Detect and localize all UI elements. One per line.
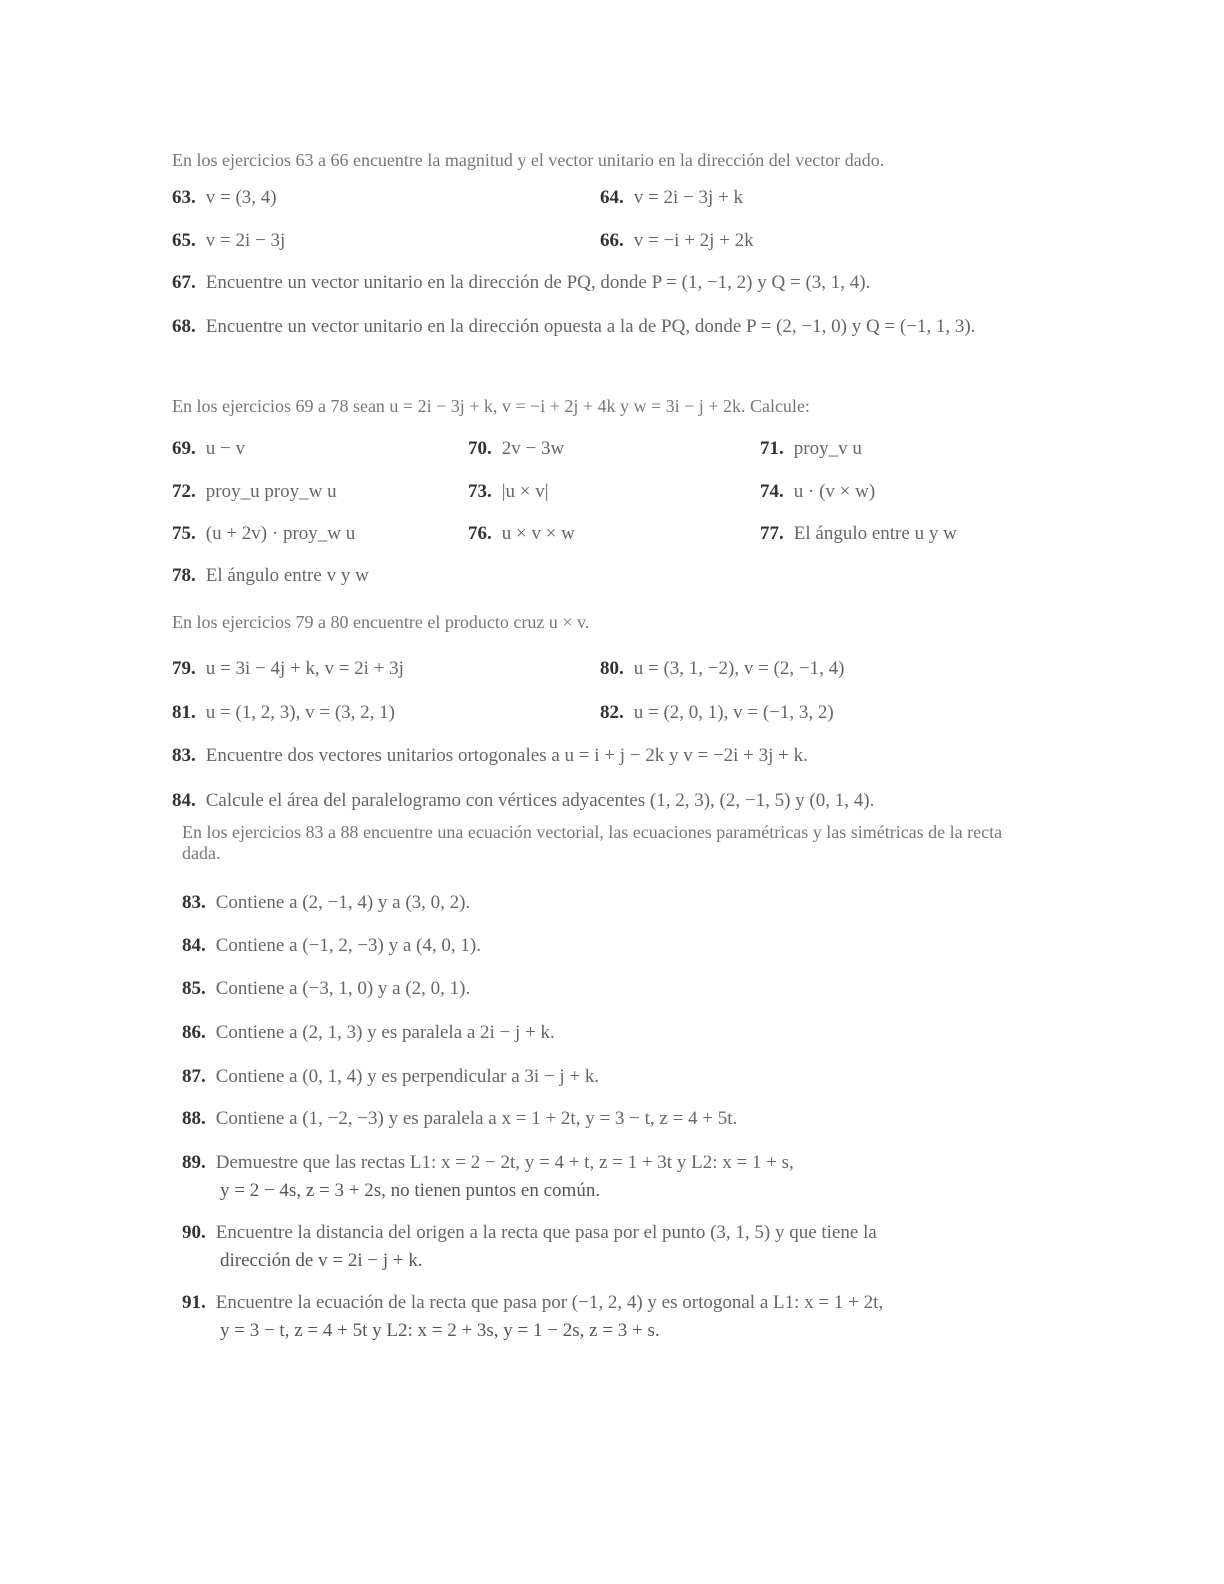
exercise-text: proy_v u [793,438,862,459]
exercise-item [600,702,834,724]
exercise-number: 74. [760,481,784,502]
exercise-number: 83. [182,892,206,913]
exercise-text: Calcule el área del paralelogramo con vértices adyacentes (1, 2, 3), (2, −1, 5) y (0, 1, 4). [205,790,875,811]
exercise-item [182,1152,794,1174]
exercise-item [182,935,481,957]
exercise-text: Contiene a (0, 1, 4) y es perpendicular a 3i − j + k. [215,1066,600,1087]
exercise-number: 77. [760,523,784,544]
exercise-item [468,481,549,503]
exercise-text: u × v × w [501,523,575,544]
exercise-number: 84. [172,790,196,811]
exercise-number: 80. [600,658,624,679]
exercise-number: 75. [172,523,196,544]
exercise-item [172,702,395,724]
exercise-number: 70. [468,438,492,459]
exercise-item [172,316,976,338]
exercise-item [182,1066,599,1088]
exercise-number: 84. [182,935,206,956]
exercise-text: Contiene a (−3, 1, 0) y a (2, 0, 1). [215,978,471,999]
exercise-item [468,438,564,460]
exercise-text: v = 2i − 3j [205,230,286,251]
exercise-text: u = (3, 1, −2), v = (2, −1, 4) [633,658,845,679]
exercise-text: El ángulo entre u y w [793,523,957,544]
exercise-item [182,1292,883,1314]
exercise-item [182,1108,737,1130]
section-c-intro: En los ejercicios 79 a 80 encuentre el producto cruz u × v. [172,612,590,632]
exercise-text-continued: y = 3 − t, z = 4 + 5t y L2: x = 2 + 3s, y = 1 − 2s, z = 3 + s. [220,1320,660,1341]
exercise-text: Demuestre que las rectas L1: x = 2 − 2t, y = 4 + t, z = 1 + 3t y L2: x = 1 + s, [215,1152,794,1173]
exercise-item [760,523,957,545]
exercise-item [172,790,874,812]
exercise-number: 68. [172,316,196,337]
exercise-number: 78. [172,565,196,586]
exercise-number: 69. [172,438,196,459]
exercise-text-continued: y = 2 − 4s, z = 3 + 2s, no tienen puntos en común. [220,1180,601,1201]
exercise-number: 76. [468,523,492,544]
exercise-text: Contiene a (1, −2, −3) y es paralela a x = 1 + 2t, y = 3 − t, z = 4 + 5t. [215,1108,738,1129]
exercise-text: Encuentre la distancia del origen a la recta que pasa por el punto (3, 1, 5) y que tiene la [215,1222,877,1243]
exercise-number: 79. [172,658,196,679]
exercise-text: (u + 2v) · proy_w u [205,523,356,544]
exercise-number: 63. [172,187,196,208]
exercise-number: 82. [600,702,624,723]
exercise-text: Encuentre un vector unitario en la dirección de PQ, donde P = (1, −1, 2) y Q = (3, 1, 4). [205,272,871,293]
exercise-number: 71. [760,438,784,459]
exercise-number: 90. [182,1222,206,1243]
exercise-item [182,1222,877,1244]
section-b-intro: En los ejercicios 69 a 78 sean u = 2i − 3j + k, v = −i + 2j + 4k y w = 3i − j + 2k. Calcule: [172,396,810,416]
exercise-text: u − v [205,438,245,459]
exercise-number: 64. [600,187,624,208]
exercise-number: 65. [172,230,196,251]
exercise-item [760,438,862,460]
exercise-item [760,481,875,503]
exercise-item [172,745,808,767]
exercise-text: Contiene a (2, 1, 3) y es paralela a 2i − j + k. [215,1022,555,1043]
exercise-item [182,978,470,1000]
exercise-number: 88. [182,1108,206,1129]
exercise-item [600,230,754,252]
exercise-text: proy_u proy_w u [205,481,337,502]
exercise-number: 85. [182,978,206,999]
exercise-text: Contiene a (2, −1, 4) y a (3, 0, 2). [215,892,471,913]
exercise-number: 86. [182,1022,206,1043]
exercise-item [172,481,337,503]
exercise-item [172,565,369,587]
exercise-text: u = (1, 2, 3), v = (3, 2, 1) [205,702,395,723]
exercise-number: 72. [172,481,196,502]
exercise-item [172,187,277,209]
exercise-item [172,230,285,252]
exercise-item [600,187,743,209]
exercise-item [172,658,404,680]
exercise-number: 66. [600,230,624,251]
exercise-text: Encuentre un vector unitario en la dirección opuesta a la de PQ, donde P = (2, −1, 0) y Q = (−1, 1, 3). [205,316,976,337]
exercise-text: El ángulo entre v y w [205,565,369,586]
exercise-text: v = (3, 4) [205,187,277,208]
exercise-text: v = −i + 2j + 2k [633,230,754,251]
exercise-number: 67. [172,272,196,293]
exercise-item [172,438,245,460]
exercise-number: 73. [468,481,492,502]
exercise-item [182,1022,555,1044]
exercise-number: 83. [172,745,196,766]
exercise-text: Encuentre la ecuación de la recta que pasa por (−1, 2, 4) y es ortogonal a L1: x = 1 + 2t, [215,1292,884,1313]
exercise-number: 87. [182,1066,206,1087]
exercise-text: |u × v| [501,481,549,502]
exercise-item [172,272,870,294]
exercise-item [182,892,470,914]
exercise-text: 2v − 3w [501,438,565,459]
exercise-text: u · (v × w) [793,481,876,502]
exercise-text-continued: dirección de v = 2i − j + k. [220,1250,423,1271]
exercise-text: u = (2, 0, 1), v = (−1, 3, 2) [633,702,834,723]
exercise-text: u = 3i − 4j + k, v = 2i + 3j [205,658,404,679]
section-a-intro: En los ejercicios 63 a 66 encuentre la magnitud y el vector unitario en la dirección del vector dado. [172,150,885,170]
exercise-item [468,523,575,545]
exercise-number: 81. [172,702,196,723]
exercise-number: 91. [182,1292,206,1313]
exercise-text: v = 2i − 3j + k [633,187,743,208]
exercise-text: Contiene a (−1, 2, −3) y a (4, 0, 1). [215,935,481,956]
exercise-number: 89. [182,1152,206,1173]
exercise-item [172,523,355,545]
exercise-item [600,658,844,680]
exercise-text: Encuentre dos vectores unitarios ortogonales a u = i + j − 2k y v = −2i + 3j + k. [205,745,808,766]
section-d-intro: En los ejercicios 83 a 88 encuentre una ecuación vectorial, las ecuaciones paramétricas y las simétricas de la recta dada. [182,822,1003,863]
